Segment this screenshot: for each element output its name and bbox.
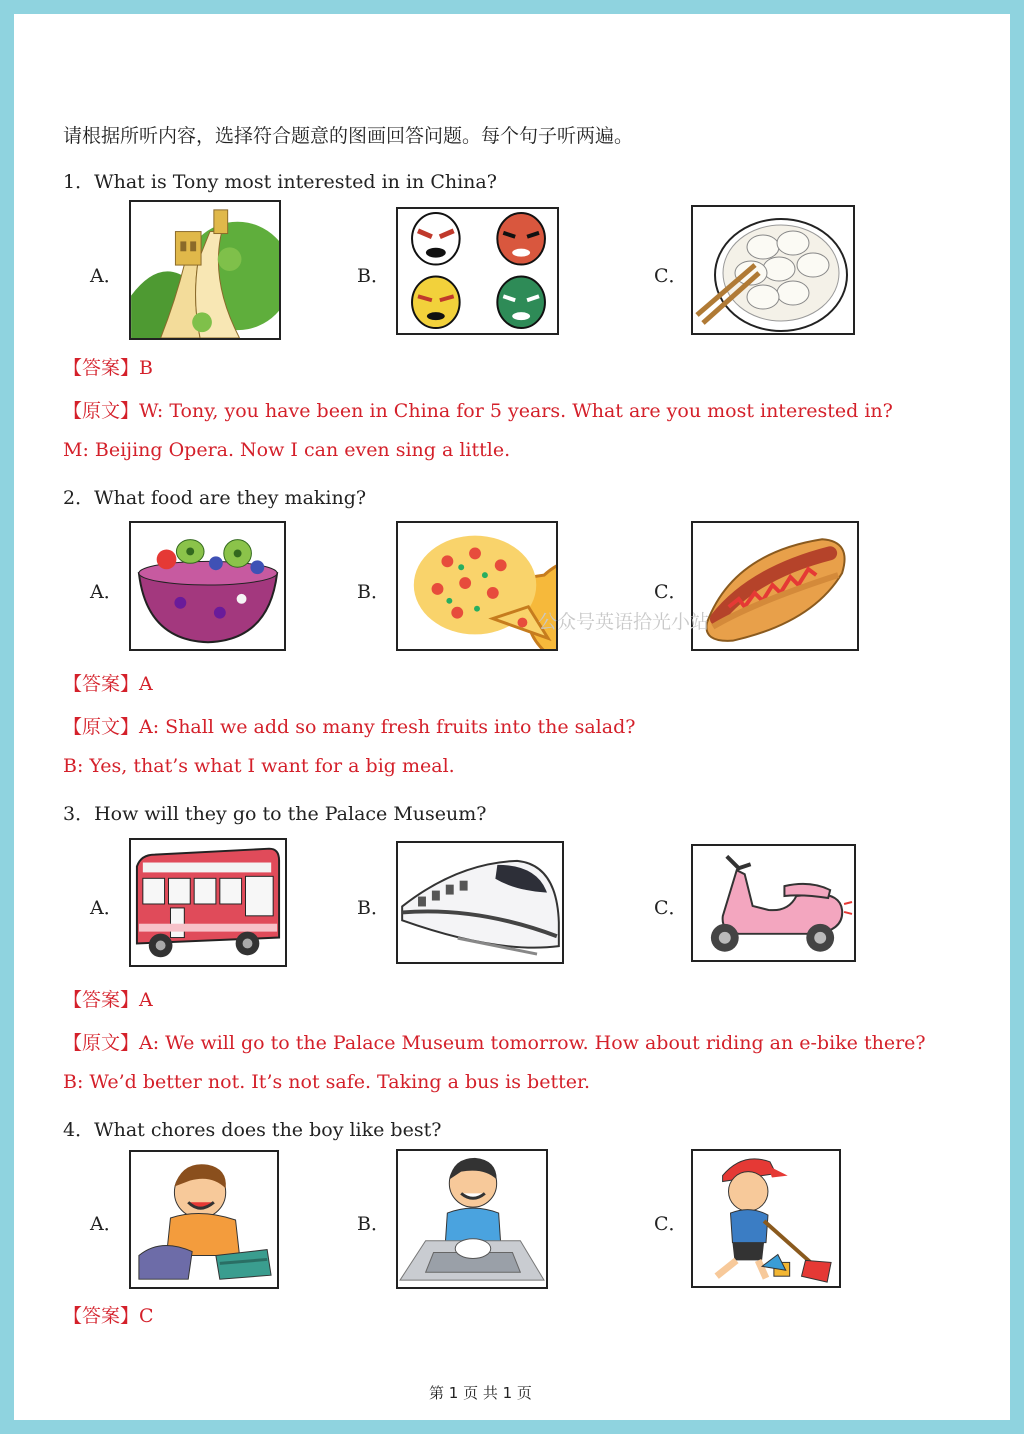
script-label: 【原文】 — [63, 400, 140, 422]
page-footer: 第 1 页 共 1 页 — [429, 1384, 532, 1402]
script-1-line1 — [63, 396, 893, 423]
answer-2 — [63, 669, 153, 696]
option-letter: A． — [90, 1213, 123, 1235]
script-label: 【原文】 — [63, 716, 140, 738]
question-3 — [63, 799, 486, 826]
answer-value: C — [139, 1305, 154, 1327]
answer-label: 【答案】 — [63, 1305, 140, 1327]
script-2-line1 — [63, 712, 635, 739]
bus-image — [129, 838, 287, 967]
script-text: A: We will go to the Palace Museum tomorrow. How about riding an e-bike there? — [139, 1032, 926, 1054]
question-text: What is Tony most interested in in China? — [94, 171, 497, 193]
high-speed-train-image — [396, 841, 564, 964]
option-letter: A． — [90, 265, 123, 287]
hot-dog-image — [691, 521, 859, 651]
question-2 — [63, 483, 366, 510]
script-1-line2: M: Beijing Opera. Now I can even sing a little. — [63, 439, 511, 461]
option-letter: B． — [357, 265, 390, 287]
option-letter: C． — [654, 1213, 688, 1235]
answer-value: B — [139, 357, 153, 379]
pizza-image — [396, 521, 558, 651]
question-number: 1． — [63, 171, 95, 193]
question-4 — [63, 1115, 441, 1142]
question-number: 4． — [63, 1119, 95, 1141]
answer-1 — [63, 353, 153, 380]
washing-dishes-image — [396, 1149, 548, 1289]
question-text: How will they go to the Palace Museum? — [94, 803, 487, 825]
script-text: W: Tony, you have been in China for 5 years. What are you most interested in? — [139, 400, 893, 422]
answer-label: 【答案】 — [63, 989, 140, 1011]
answer-4 — [63, 1301, 154, 1328]
option-letter: C． — [654, 581, 688, 603]
fruit-salad-image — [129, 521, 286, 651]
script-label: 【原文】 — [63, 1032, 140, 1054]
instructions: 请根据所听内容，选择符合题意的图画回答问题。每个句子听两遍。 — [63, 125, 634, 147]
folding-clothes-image — [129, 1150, 279, 1289]
answer-label: 【答案】 — [63, 673, 140, 695]
question-text: What chores does the boy like best? — [94, 1119, 442, 1141]
script-3-line2: B: We’d better not. It’s not safe. Taking a bus is better. — [63, 1071, 590, 1093]
worksheet-page — [14, 14, 1010, 1420]
script-3-line1 — [63, 1028, 926, 1055]
answer-3 — [63, 985, 153, 1012]
opera-masks-image — [396, 207, 559, 335]
option-letter: A． — [90, 581, 123, 603]
watermark: 公众号英语拾光小站 — [538, 611, 710, 633]
dumplings-image — [691, 205, 855, 335]
option-letter: C． — [654, 265, 688, 287]
answer-value: A — [139, 989, 153, 1011]
answer-label: 【答案】 — [63, 357, 140, 379]
script-2-line2: B: Yes, that’s what I want for a big meal. — [63, 755, 455, 777]
question-number: 3． — [63, 803, 95, 825]
script-text: A: Shall we add so many fresh fruits into the salad? — [139, 716, 636, 738]
raking-leaves-image — [691, 1149, 841, 1288]
option-letter: B． — [357, 581, 390, 603]
option-letter: B． — [357, 1213, 390, 1235]
question-text: What food are they making? — [94, 487, 367, 509]
option-letter: A． — [90, 897, 123, 919]
question-number: 2． — [63, 487, 95, 509]
question-1 — [63, 167, 497, 194]
option-letter: B． — [357, 897, 390, 919]
answer-value: A — [139, 673, 153, 695]
option-letter: C． — [654, 897, 688, 919]
e-bike-image — [691, 844, 856, 962]
great-wall-image — [129, 200, 281, 340]
